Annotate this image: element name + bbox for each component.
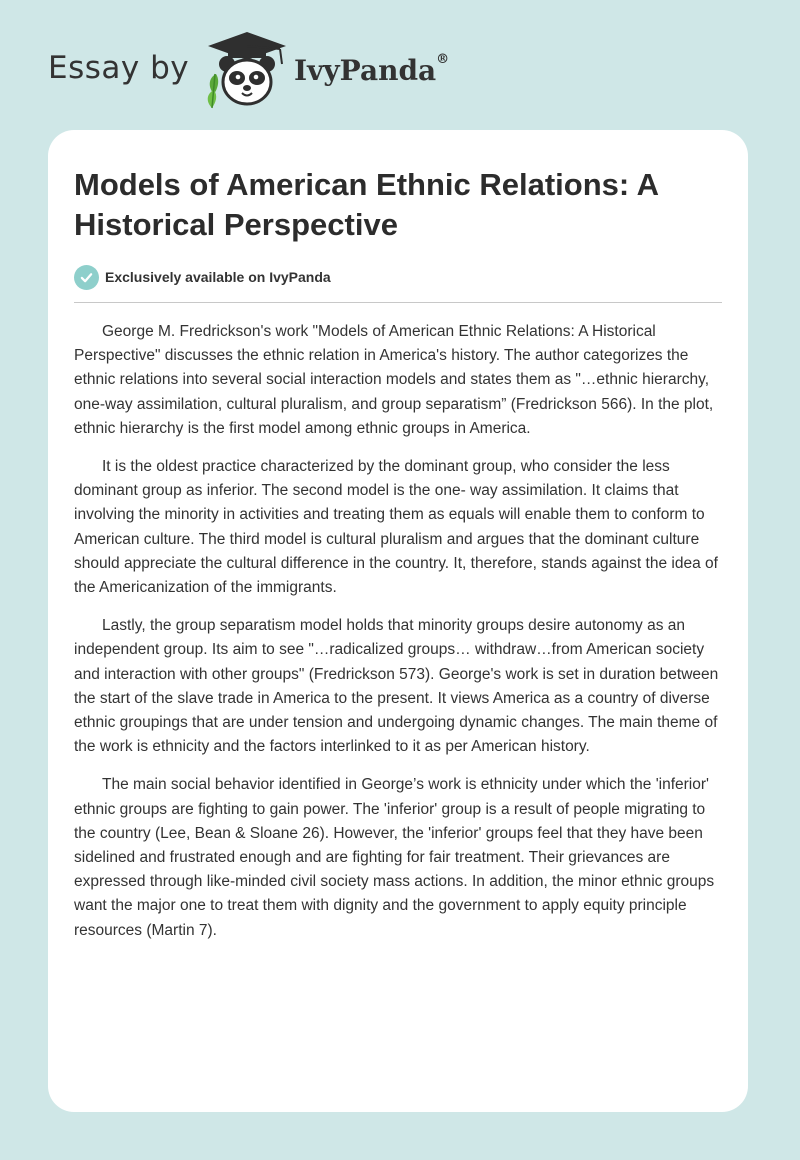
essay-body <box>74 320 724 957</box>
essay-title: Models of American Ethnic Relations: A Historical Perspective <box>74 167 658 242</box>
site-header <box>48 30 508 110</box>
divider <box>74 302 722 303</box>
paragraph: It is the oldest practice characterized by the dominant group, who consider the less dominant group as inferior. The second model is the one- way assimilation. It claims that involving the minority in activities and treating them as equals will enable them to conform to American culture. The third model is cultural pluralism and argues that the dominant culture should appreciate the cultural difference in the country. It, therefore, stands against the idea of the Americanization of the immigrants. <box>74 458 718 597</box>
brand-text: IvyPanda <box>294 54 437 87</box>
check-icon <box>74 265 99 290</box>
registered-mark: ® <box>436 52 450 67</box>
paragraph: George M. Fredrickson's work "Models of American Ethnic Relations: A Historical Perspective" discusses the ethnic relation in America's history. The author categorizes the ethnic relations into several social interaction models and states them as "…ethnic hierarchy, one-way assimilation, cultural pluralism, and group separatism” (Fredrickson 566). In the plot, ethnic hierarchy is the first model among ethnic groups in America. <box>74 323 714 437</box>
essay-card <box>48 130 748 1112</box>
paragraph: The main social behavior identified in George’s work is ethnicity under which the 'inferior' ethnic groups are fighting to gain power. The 'inferior' group is a result of people migrating to the country (Lee, Bean & Sloane 26). However, the 'inferior' groups feel that they have been sidelined and frustrated enough and are fighting for fair treatment. Their grievances are expressed through like-minded civil society mass actions. In addition, the minor ethnic groups want the major one to treat them with dignity and the government to apply equity principle resources (Martin 7). <box>74 776 715 939</box>
panda-logo-icon[interactable] <box>202 30 292 110</box>
exclusive-badge <box>74 264 331 290</box>
exclusive-label: Exclusively available on IvyPanda <box>105 269 331 285</box>
paragraph: Lastly, the group separatism model holds that minority groups desire autonomy as an independent group. Its aim to see "…radicalized groups… withdraw…from American society and interaction with other groups" (Fredrickson 573). George's work is set in duration between the start of the slave trade in America to the present. It views America as a country of diverse ethnic groupings that are under tension and undergoing dynamic changes. The main theme of the work is ethnicity and the factors interlinked to it as per American history. <box>74 617 719 756</box>
brand-name[interactable] <box>294 54 449 87</box>
essay-by-label: Essay by <box>48 50 190 86</box>
